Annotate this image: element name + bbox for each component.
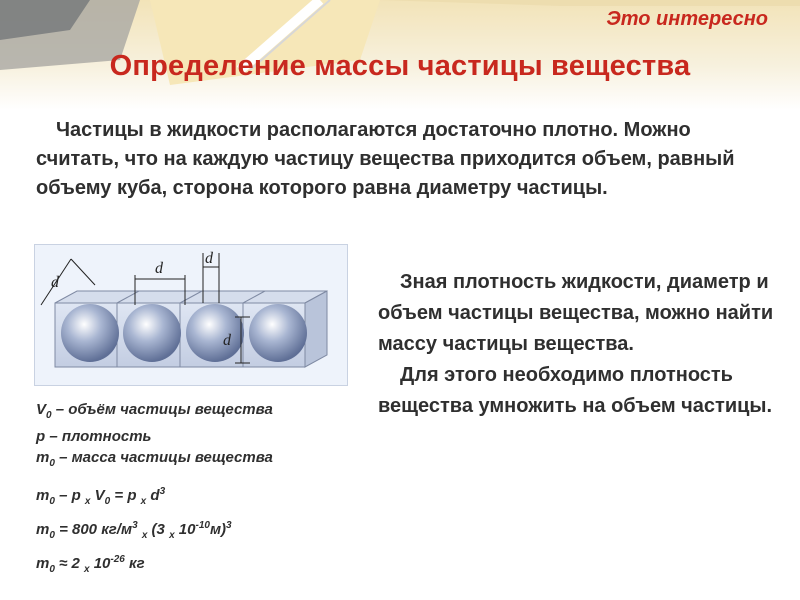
formula-2: $m_0 = 800$ $кг/м^3$ $_x$ (3 $_x$ $10^{-10}м)^3$ — [36, 520, 232, 541]
dimension-label: d — [223, 332, 231, 349]
dimension-label: d — [205, 250, 213, 267]
explanation-text — [378, 267, 788, 422]
legend-row-mass: $m_0$ – масса частицы вещества — [36, 449, 273, 469]
legend-row-volume: $V_0$ – объём частицы вещества — [36, 401, 273, 421]
explanation-paragraph-1: Зная плотность жидкости, диаметр и объем частицы вещества, можно найти массу частицы вещества. — [378, 271, 774, 355]
formula-3: $m_0 \approx 2$ $_x$ $10^{-26}$ кг — [36, 554, 145, 575]
particles-diagram — [34, 244, 348, 386]
particle-sphere — [186, 304, 244, 362]
intro-paragraph: Частицы в жидкости располагаются достаточно плотно. Можно считать, что на каждую частицу вещества приходится объем, равный объему куба, сторона которого равна диаметру частицы. — [36, 119, 735, 199]
slide-title: Определение массы частицы вещества — [109, 50, 691, 82]
formulas-block — [36, 480, 376, 582]
particles-diagram-svg — [35, 245, 347, 385]
particle-sphere — [249, 304, 307, 362]
formula-1: $m_0$ – p $_x$ $V_0 = p$ $_x$ $d^3$ — [36, 486, 166, 507]
symbols-legend — [36, 399, 366, 474]
section-label: Это интересно — [606, 8, 768, 30]
particle-sphere — [123, 304, 181, 362]
dimension-label: d — [51, 274, 59, 291]
legend-row-density: p – плотность — [36, 428, 152, 445]
particle-sphere — [61, 304, 119, 362]
explanation-paragraph-2: Для этого необходимо плотность вещества умножить на объем частицы. — [378, 364, 773, 417]
dimension-label: d — [155, 260, 163, 277]
